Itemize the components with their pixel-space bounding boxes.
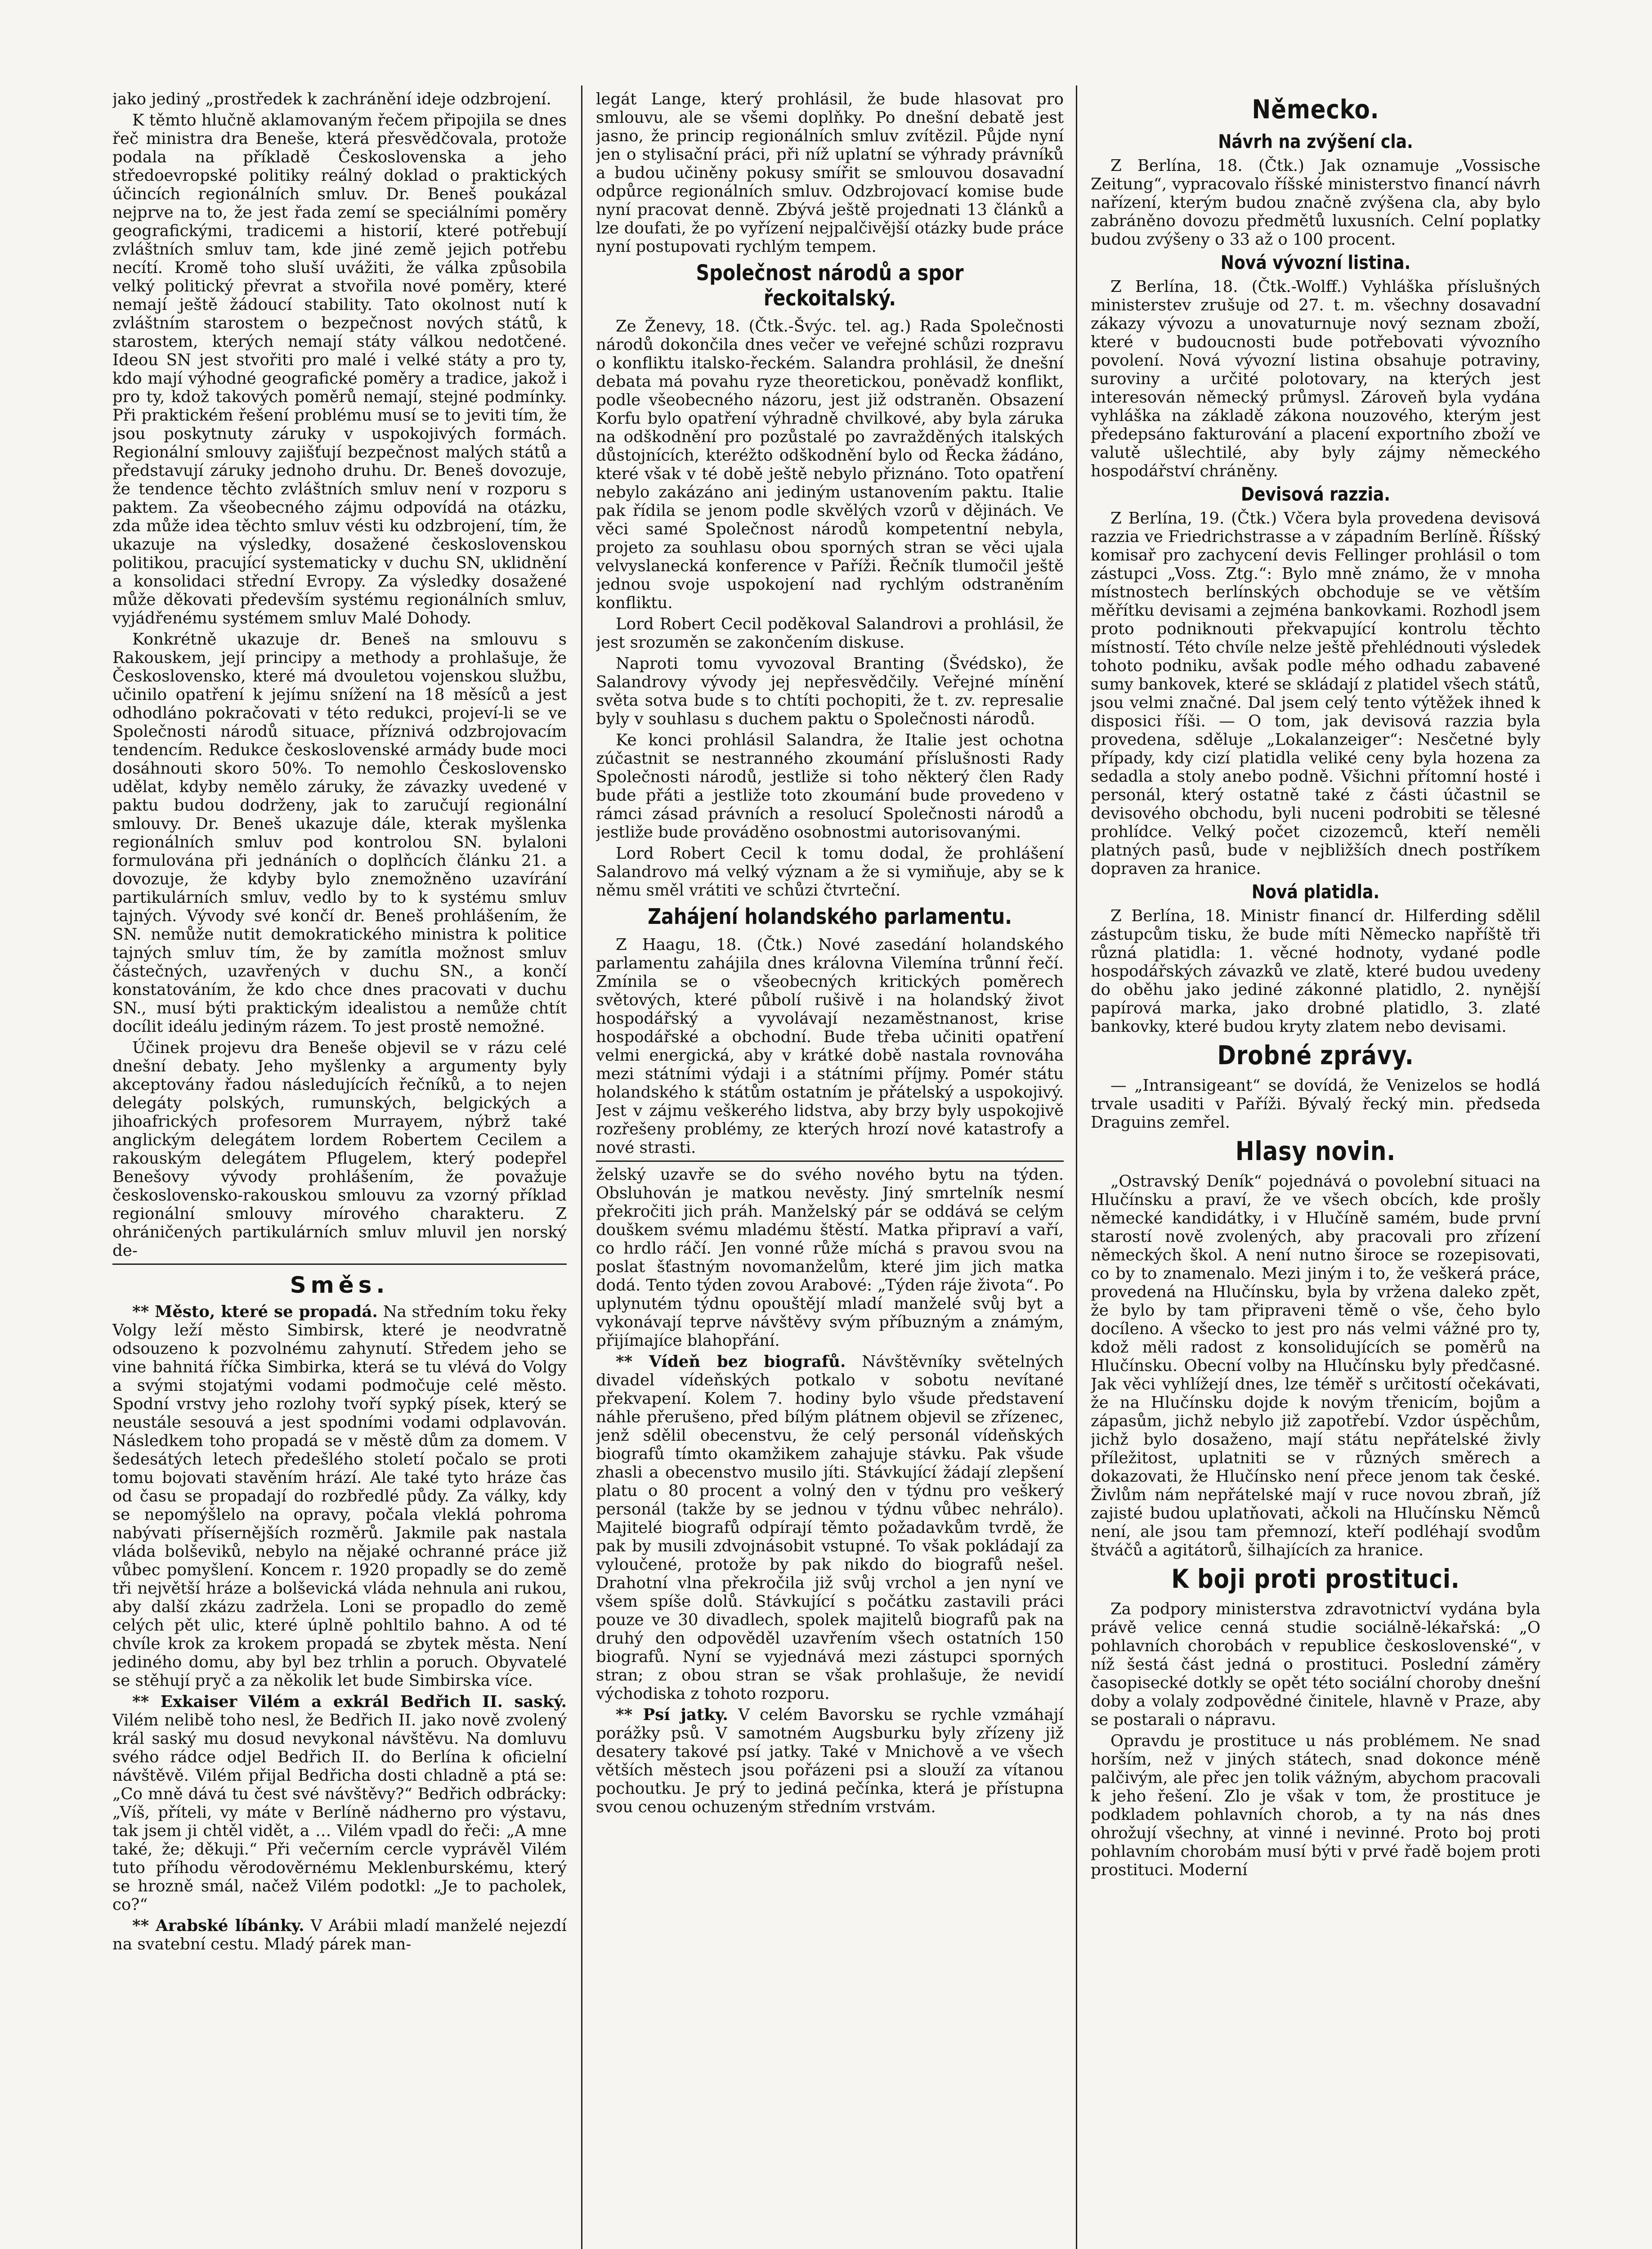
news-item-title: ** Arabské líbánky. bbox=[132, 1917, 304, 1935]
news-item-text: Vilém nelibě toho nesl, že Bedřich II. jako nově zvolený král saský mu dosud nevykonal návštěvu. Na domluvu svého rádce odjel Bedřich II. do Berlína k oficielní návštěvě. Vilém přijal Bedřicha dosti chladně a ptá se: „Co mně dává tu čest své návštěvy?“ Bedřich odbrácky: „Víš, příteli, vy máte v Berlíně nádherno pro výstavu, tak jsem ji chtěl vidět, a … Vilém vpadl do řeči: „A mne také, že; děkuji.“ Při večerním cercle vyprávěl Vilém tuto příhodu věrodověrnému Meklenburskému, který se hrozně smál, načež Vilém podotkl: „Je to pacholek, co?“ bbox=[112, 1711, 567, 1914]
news-item-text: V Arábii mladí manželé nejezdí na svatební cestu. Mladý párek man- bbox=[112, 1917, 567, 1953]
subheadline: Devisová razzia. bbox=[1241, 483, 1390, 505]
headline: K boji proti prostituci. bbox=[1171, 1564, 1460, 1594]
subheadline: Návrh na zvýšení cla. bbox=[1218, 130, 1413, 152]
article-text: Z Berlína, 19. (Čtk.) Včera byla provedena devisová razzia ve Friedrichstrasse a v západním Berlíně. Říšský komisař pro zachycení devis Fellinger prohlásil o tom zástupci „Voss. Ztg.“: Bylo mně známo, že v mnoha místnostech berlínských obchoduje se ve větším měřítku devisami a zejména bankovkami. Rozhodl jsem proto podniknouti překvapující kontrolu těchto místností. Této chvíle nelze ještě přehlédnouti výsledek tohoto podniku, avšak podle mého odhadu zabavené sumy bankovek, které se skládají z platidel všech států, jsou velmi značné. Dal jsem celý tento výtěžek ihned k disposici říši. — O tom, jak devisová razzia byla provedena, sděluje „Lokalanzeiger“: Nesčetné byly případy, kdy cizí platidla veliké ceny byla hozena za sedadla a stoly anebo podně. Všichni přítomní hosté i personál, který ostatně také z části účastnil se devisového obchodu, byli nuceni podrobiti se tělesné prohlídce. Velký počet cizozemců, kteří neměli platných pasů, bude v nejbližších dnech postříkem dopraven za hranice. bbox=[1091, 509, 1540, 878]
news-item-title: ** Město, které se propadá. bbox=[132, 1303, 378, 1321]
article-text: Lord Robert Cecil k tomu dodal, že prohlášení Salandrovo má velký význam a že si vymiňuje, aby se k němu směl vrátiti ve schůzi čtvrteční. bbox=[596, 844, 1064, 900]
article-text: želský uzavře se do svého nového bytu na týden. Obsluhován je matkou nevěsty. Jiný smrtelník nesmí překročiti jich práh. Manželský pár se oddává se celým douškem svému mladému štěstí. Matka připraví a vaří, co hrdlo ráčí. Jen vonné růže míchá s pravou svou na poslat šťastným novomanželům, které jim jich matka dodá. Tento týden zovou Arabové: „Týden ráje života“. Po uplynutém týdnu opouštějí mladí manželé svůj byt a vykonávají teprve návštěvy svým příbuzným a známým, přijímajíce blahopřání. bbox=[596, 1165, 1064, 1350]
news-item-text: V celém Bavorsku se rychle vzmáhají porážky psů. V samotném Augsburku byly zřízeny již desatery takové psí jatky. Také v Mnichově a ve všech větších městech jsou pořázeni psi a slouží za vítanou pochoutku. Je prý to jediná pečínka, která je přístupna svou cenou ochuzeným středním vrstvám. bbox=[596, 1706, 1064, 1816]
subheadline: Nová vývozní listina. bbox=[1220, 251, 1411, 273]
article-text: Opravdu je prostituce u nás problémem. Ne snad horším, než v jiných státech, snad dokonce méně palčivým, ale přec jen tolik vážným, abychom pracovali k jeho řešení. Zlo je však v tom, že prostituce je podkladem pohlavních chorob, a ty na nás dnes ohrožují všechny, at vinné i nevinné. Proto boj proti pohlavním chorobám musí býti v prvé řadě bojem proti prostituci. Moderní bbox=[1091, 1732, 1540, 1879]
headline: Drobné zprávy. bbox=[1217, 1040, 1414, 1071]
article-text: Z Berlína, 18. (Čtk.-Wolff.) Vyhláška příslušných ministerstev zrušuje od 27. t. m. všechny dosavadní zákazy vývozu a unovaturnuje nový seznam zboží, které v budoucnosti bude potřebovati vývozního povolení. Nová vývozní listina obsahuje potraviny, suroviny a určité polotovary, na kterých jest interesován německý průmysl. Zároveň byla vydána vyhláška na základě zákona nouzového, kterým jest předepsáno fakturování a placení exportního zboží ve valutě ušlechtilé, aby byly zájmy německého hospodářství chráněny. bbox=[1091, 278, 1540, 480]
article-text: Účinek projevu dra Beneše objevil se v rázu celé dnešní debaty. Jeho myšlenky a argumenty byly akceptovány řadou následujících řečníků, a to nejen delegáty polských, rumunských, belgických a jihoafrických profesorem Murrayem, nýbrž také anglickým delegátem lordem Robertem Cecilem a rakouským delegátem Pflugelem, který podepřel Benešovy vývody prohlášením, že považuje československo-rakouskou smlouvu za vzorný příklad regionální smlouvy mírového charakteru. Z ohráničených partikulárních smluv mluvil jen norský de- bbox=[112, 1039, 567, 1260]
news-item-title: ** Psí jatky. bbox=[616, 1706, 728, 1724]
column-rule-1 bbox=[581, 85, 582, 2249]
article-text: Ke konci prohlásil Salandra, že Italie jest ochotna zúčastnit se nestranného zkoumání příslušnosti Rady Společnosti národů, jestliže si toho některý člen Rady bude přáti a jestliže toto zkoumání bude provedeno v rámci zásad právních a resolucí Společnosti národů a jestliže bude prováděno osobnostmi autorisovanými. bbox=[596, 731, 1064, 842]
column-rule-2 bbox=[1076, 85, 1077, 2249]
column-3 bbox=[1091, 90, 1540, 2249]
section-divider bbox=[596, 1160, 1064, 1162]
article-text: Za podpory ministerstva zdravotnictví vydána byla právě velice cenná studie sociálně-lékařská: „O pohlavních chorobách v republice československé“, v níž šestá část jedná o prostituci. Poslední záměry časopisecké dotkly se opět této sociální choroby dnešní doby a volaly zodpovědné činitele, hlavně v Praze, aby se postarali o nápravu. bbox=[1091, 1600, 1540, 1729]
headline: Německo. bbox=[1252, 94, 1379, 125]
article-text: K těmto hlučně aklamovaným řečem připojila se dnes řeč ministra dra Beneše, která přesvědčovala, protože podala na příkladě Československa a jeho středoevropské politiky reálný doklad o praktických účincích regionálních smluv. Dr. Beneš poukázal nejprve na to, že jest řada zemí se speciálními poměry geografickými, tradicemi a historií, které potřebují zvláštních smluv tam, kde jiné země jejich potřebu necítí. Kromě toho sluší uvážiti, že válka způsobila velký politický převrat a stvořila nové poměry, které nemají ještě žádoucí stability. Tato okolnost nutí k zvláštním starostem o bezpečnost nových států, k starostem, kterých nemají státy válkou nedotčené. Ideou SN jest stvořiti pro malé i velké státy a pro ty, kdo mají výhodné geografické poměry a tradice, jakož i pro ty, kdož takových poměrů nemají, stejné podmínky. Při praktickém řešení problému musí se to jeviti tím, že jsou poskytnuty záruky v uspokojivých formách. Regionální smlouvy zajišťují bezpečnost malých států a představují záruky jednoho druhu. Dr. Beneš dovozuje, že tendence těchto zvláštních smluv není v rozporu s paktem. Za všeobecného zájmu odpovídá na otázku, zda může idea těchto smluv vésti ku odzbrojení, tím, že ukazuje na výsledky, dosažené československou politikou, pracující systematicky v duchu SN, uklidnění a konsolidaci střední Evropy. Za výsledky dosažené může děkovati především systému regionálních smluv, vyjádřenému systémem smluv Malé Dohody. bbox=[112, 111, 567, 627]
article-text: jako jediný „prostředek k zachránění ideje odzbrojení. bbox=[112, 90, 551, 108]
news-item-title: ** Exkaiser Vilém a exkrál Bedřich II. saský. bbox=[132, 1693, 567, 1711]
article-text: Z Haagu, 18. (Čtk.) Nové zasedání holandského parlamentu zahájila dnes královna Vilemína trůnní řečí. Zmínila se o všeobecných kritických poměrech světových, které půbolí rušivě i na holandský život hospodářský a vyvolávají nezaměstnanost, krise hospodářské a obchodní. Bude třeba učiniti opatření velmi energická, aby v krátké době nastala rovnováha mezi státními výdaji i a státními příjmy. Pomér státu holandského k státům ostatním je přátelský a uspokojivý. Jest v zájmu veškerého lidstva, aby brzy byly uspokojivě rozřešeny problémy, ze kterých hrozí nové katastrofy a nové strasti. bbox=[596, 936, 1064, 1157]
article-text: Z Berlína, 18. (Čtk.) Jak oznamuje „Vossische Zeitung“, vypracovalo říšské ministerstvo financí návrh nařízení, kterým budou značně zvýšena cla, aby bylo zabráněno dovozu předmětů luxusních. Celní poplatky budou zvýšeny o 33 až o 100 procent. bbox=[1091, 157, 1540, 249]
article-text: legát Lange, který prohlásil, že bude hlasovat pro smlouvu, ale se všemi doplňky. Po dnešní debatě jest jasno, že princip regionálních smluv zvítězil. Půjde nyní jen o stylisační práci, při níž uplatní se výhrady právníků a budou učiněny pokusy smířit se smlouvou dosavadní odpůrce regionálních smluv. Odzbrojovací komise bude nyní pracovat denně. Zbývá ještě projednati 13 článků a lze doufati, že po vyřízení nejpalčivější otázky bude práce nyní postupovati rychlým tempem. bbox=[596, 90, 1064, 256]
headline: Hlasy novin. bbox=[1235, 1136, 1396, 1166]
article-text: Konkrétně ukazuje dr. Beneš na smlouvu s Rakouskem, její principy a methody a prohlašuje, že Československo, které má dvouletou vojenskou službu, učinilo opatření k jejímu snížení na 18 měsíců a jest odhodláno pokračovati v této redukci, projeví-li se ve Společnosti národů situace, příznivá odzbrojovacím tendencím. Redukce československé armády bude moci dosáhnouti skoro 50%. To nemohlo Československo udělat, kdyby nemělo záruky, že závazky uvedené v paktu budou dodrženy, jak to zaručují regionální smlouvy. Dr. Beneš ukazuje dále, kterak myšlenka regionálních smluv pod kontrolou SN. bylaloni formulována při jednáních o doplňcích článku 21. a dovozuje, že kdyby bylo znemožněno uzavírání partikulárních smluv, vedlo by to k systému smluv tajných. Vývody své končí dr. Beneš prohlášením, že SN. nemůže nutit demokratického ministra k politice tajných smluv tím, že by zamítla možnost smluv částečných, uzavřených v duchu SN., a končí konstatováním, že kdo chce dnes pracovati v duchu SN., musí býti praktickým idealistou a nemůže chtít docílit ideálu jediným rázem. To jest prostě nemožné. bbox=[112, 630, 567, 1036]
article-text: — „Intransigeant“ se dovídá, že Venizelos se hodlá trvale usaditi v Paříži. Bývalý řecký min. předseda Draguins zemřel. bbox=[1091, 1076, 1540, 1132]
article-text: Lord Robert Cecil poděkoval Salandrovi a prohlásil, že jest srozuměn se zakončením diskuse. bbox=[596, 615, 1064, 652]
article-text: Ze Ženevy, 18. (Čtk.-Švýc. tel. ag.) Rada Společnosti národů dokončila dnes večer ve veřejné schůzi rozpravu o konfliktu italsko-řeckém. Salandra prohlásil, že dnešní debata má povahu ryze theoretickou, poněvadž konflikt, podle všeobecného názoru, jest již odstraněn. Obsazení Korfu bylo opatření výhradně chvilkové, aby byla záruka na odškodnění pro pozůstalé po zavražděných italských důstojnících, kteréžto odškodnění bylo od Řecka žádáno, které však v té době ještě nebylo přiznáno. Toto opatření nebylo zakázáno ani jediným ustanovením paktu. Italie pak řídila se jenom podle skvělých vzorů v dějinách. Ve věci samé Společnost národů kompetentní nebyla, projeto za souhlasu obou sporných stran se věci ujala velvyslanecká konference v Paříži. Řečník tlumočil ještě jednou svoje uspokojení nad rychlým odstraněním konfliktu. bbox=[596, 317, 1064, 612]
news-item-text: Návštěvníky světelných divadel vídeňských potkalo v sobotu nevítané překvapení. Kolem 7. hodiny bylo všude představení náhle přerušeno, před bílým plátnem objevil se zřízenec, jenž sdělil obecenstvu, že celý personál vídeňských biografů tímto okamžikem zahajuje stávku. Pak všude zhasli a obecenstvo musilo jíti. Stávkující žádají zlepšení platu o 80 procent a volný den v týdnu pro veškerý personál (takže by se jednou v týdnu vůbec nehrálo). Majitelé biografů odpírají těmto požadavkům tvrdě, že pak by musili zdvojnásobit vstupné. To však pokládají za vyloučené, protože by pak nikdo do biografů nešel. Drahotní vlna překročila již svůj vrchol a jen nyní ve všem spíše dolů. Stávkující s počátku zastavili práci pouze ve 30 divadlech, spolek majitelů biografů pak na druhý den odpověděl uzavřením všech ostatních 150 biografů. Nyní se vyjednává mezi zástupci sporných stran; z obou stran se však prohlašuje, že nevidí východiska z tohoto rozporu. bbox=[596, 1353, 1064, 1703]
news-item-text: Na středním toku řeky Volgy leží město Simbirsk, které je neodvratně odsouzeno k pozvolnému zahynutí. Středem jeho se vine bahnitá říčka Simbirka, která se tu vlévá do Volgy a svými stojatými vodami podmočuje celé město. Spodní vrstvy jeho rozlohy tvoří sypký písek, který se neustále sesouvá a jest spodními vodami odplavován. Následkem toho propadá se v městě dům za domem. V šedesátých letech předešlého století počalo se proti tomu bojovati stavěním hrází. Ale také tyto hráze čas od času se propadají do rozbředlé půdy. Za války, kdy se nepomýšlelo na opravy, počala vleklá pohroma nabývati přísernějších rozměrů. Jakmile pak nastala vláda bolševiků, nebylo na nějaké ochranné práce již vůbec pomyšlení. Koncem r. 1920 propadly se do země tři největší hráze a bolševická vláda nehnula ani rukou, aby další zkázu zadržela. Loni se propadlo do země celých pět ulic, které úplně pohltilo bahno. A od té chvíle krok za krokem propadá se zbytek města. Není jediného domu, aby byl bez trhlin a poruch. Obyvatelé se stěhují pryč a za několik let bude Simbirska více. bbox=[112, 1303, 567, 1690]
article-text: Z Berlína, 18. Ministr financí dr. Hilferding sdělil zástupcům tisku, že bude míti Německo napříště tři různá platidla: 1. věcné hodnoty, vydané podle hospodářských závazků ve zlatě, které budou uvedeny do oběhu jako jediné zákonné platidlo, 2. nynější papírová marka, jako drobné platidlo, 3. zlaté bankovky, které budou kryty zlatem nebo devisami. bbox=[1091, 907, 1540, 1036]
section-heading-smes: Směs. bbox=[290, 1272, 389, 1298]
news-item-title: ** Vídeň bez biografů. bbox=[616, 1353, 846, 1371]
column-1 bbox=[112, 90, 567, 2249]
subheadline: Nová platidla. bbox=[1251, 881, 1380, 903]
headline: Společnost národů a spor řeckoitalský. bbox=[696, 260, 964, 311]
column-2 bbox=[596, 90, 1064, 2249]
article-text: Naproti tomu vyvozoval Branting (Švédsko), že Salandrovy vývody jej nepřesvědčily. Veřejné mínění světa sotva bude s to chtíti pochopiti, že t. zv. represalie byly v souhlasu s duchem paktu o Společnosti národů. bbox=[596, 654, 1064, 728]
section-divider bbox=[112, 1263, 567, 1265]
headline: Zahájení holandského parlamentu. bbox=[648, 904, 1012, 929]
article-text: „Ostravský Deník“ pojednává o povolební situaci na Hlučínsku a praví, že ve všech obcích, kde prošly německé kandidátky, i v Hlučíně samém, bude první starostí nově zvolených, aby pracovali pro zřízení německých škol. A není nutno široce se rozepisovati, co by to znamenalo. Mezi jiným i to, že veškerá práce, provedená na Hlučínsku, byla by vržena daleko zpět, že bylo by tam připraveni těmě o vše, čeho bylo docíleno. A všecko to jest pro nás velmi vážné pro ty, kdož měli radost z konsolidujících se poměrů na Hlučínsku. Obecní volby na Hlučínsku byly předčasné. Jak věci vyhlížejí dnes, lze téměř s určitostí očekávati, že na Hlučínsku dojde k novým třenicím, bojům a zápasům, jichž nebylo již zapotřebí. Vzdor úspěchům, jichž bylo dosaženo, mají státu nepřátelské živly příležitost, uplatniti se v různých směrech a dokazovati, že Hlučínsko není přece jenom tak české. Živlům nám nepřátelské mají v ruce novou zbraň, jíž zajisté budou uplatňovati, ačkoli na Hlučínsku Němců není, ale jsou tam přemnozí, kteří podléhají svodům štváčů a agitátorů, šilhajících za hranice. bbox=[1091, 1172, 1540, 1559]
